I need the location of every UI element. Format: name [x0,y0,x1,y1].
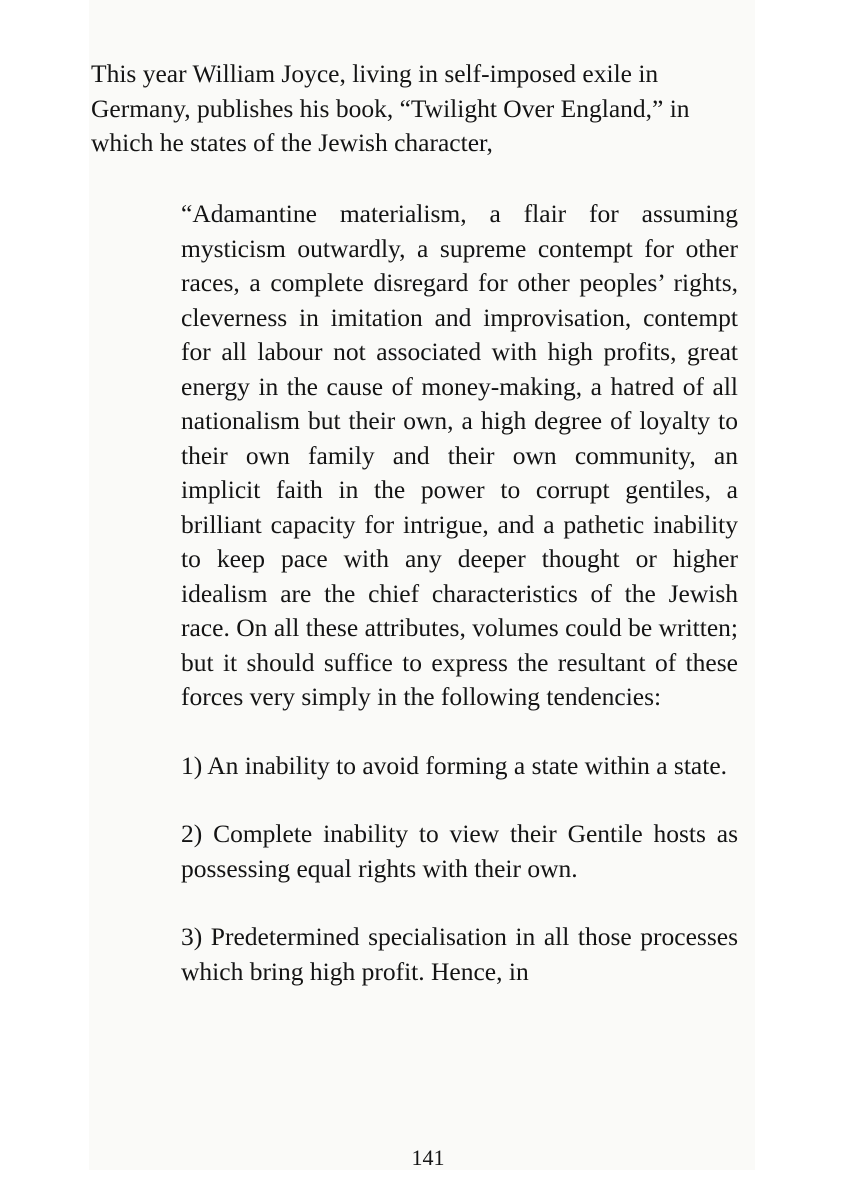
intro-paragraph: This year William Joyce, living in self-imposed exile in Germany, publishes his book, “Twilight Over England,” in which he states of the Jewish character, [91,59,690,157]
page-number: 141 [411,1145,445,1170]
quote-list-item-3: 3) Predetermined specialisation in all those processes which bring high profit. Hence, in [181,922,738,986]
block-quote [181,197,738,1023]
quote-list-item-1: 1) An inability to avoid forming a state within a state. [181,750,728,780]
quote-list-item-2: 2) Complete inability to view their Gentile hosts as possessing equal rights with their own. [181,819,738,883]
quote-paragraph: “Adamantine materialism, a flair for assuming mysticism outwardly, a supreme contempt for other races, a complete disregard for other peoples’ rights, cleverness in imitation and improvisation, contempt for all labour not associated with high profits, great energy in the cause of money-making, a hatred of all nationalism but their own, a high degree of loyalty to their own family and their own community, an implicit faith in the power to corrupt gentiles, a brilliant capacity for intrigue, and a pathetic inability to keep pace with any deeper thought or higher idealism are the chief characteristics of the Jewish race. On all these attributes, volumes could be written; but it should suffice to express the resultant of these forces very simply in the following tendencies: [181,199,738,711]
